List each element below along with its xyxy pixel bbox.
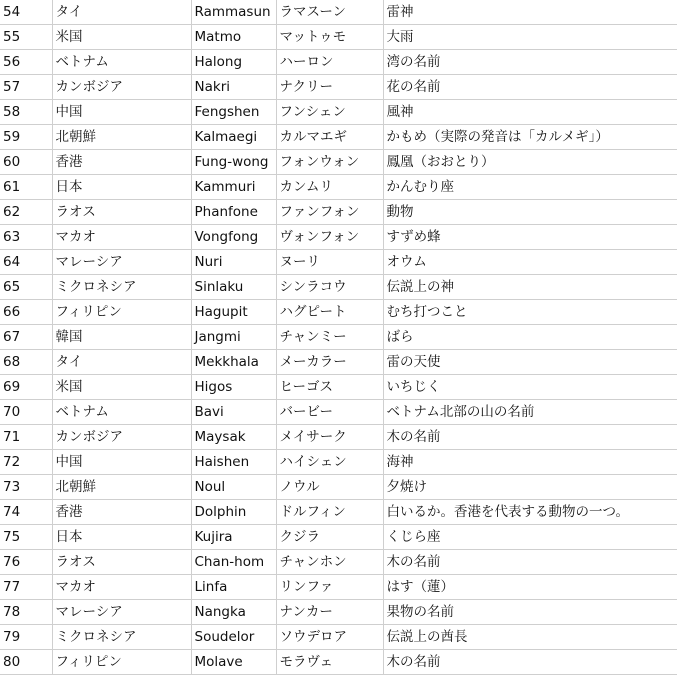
katakana-name-cell: ハグピート (276, 300, 383, 325)
table-row (0, 275, 677, 300)
katakana-name-cell: フォンウォン (276, 150, 383, 175)
katakana-name-cell: モラヴェ (276, 650, 383, 675)
row-number-cell: 79 (0, 625, 52, 650)
table-row (0, 500, 677, 525)
meaning-cell: いちじく (383, 375, 677, 400)
typhoon-name-cell: Matmo (191, 25, 276, 50)
meaning-cell: 動物 (383, 200, 677, 225)
table-row (0, 150, 677, 175)
table-row (0, 0, 677, 25)
row-number-cell: 64 (0, 250, 52, 275)
row-number-cell: 63 (0, 225, 52, 250)
table-row (0, 225, 677, 250)
katakana-name-cell: チャンホン (276, 550, 383, 575)
katakana-name-cell: ソウデロア (276, 625, 383, 650)
typhoon-name-cell: Nuri (191, 250, 276, 275)
typhoon-name-cell: Molave (191, 650, 276, 675)
table-row (0, 375, 677, 400)
row-number-cell: 72 (0, 450, 52, 475)
typhoon-name-cell: Vongfong (191, 225, 276, 250)
meaning-cell: ベトナム北部の山の名前 (383, 400, 677, 425)
katakana-name-cell: シンラコウ (276, 275, 383, 300)
meaning-cell: 伝説上の神 (383, 275, 677, 300)
typhoon-name-cell: Hagupit (191, 300, 276, 325)
typhoon-name-cell: Fung-wong (191, 150, 276, 175)
row-number-cell: 71 (0, 425, 52, 450)
row-number-cell: 58 (0, 100, 52, 125)
meaning-cell: くじら座 (383, 525, 677, 550)
row-number-cell: 80 (0, 650, 52, 675)
row-number-cell: 77 (0, 575, 52, 600)
typhoon-name-cell: Noul (191, 475, 276, 500)
katakana-name-cell: カルマエギ (276, 125, 383, 150)
country-cell: ラオス (52, 550, 191, 575)
meaning-cell: 風神 (383, 100, 677, 125)
katakana-name-cell: ナクリー (276, 75, 383, 100)
meaning-cell: すずめ蜂 (383, 225, 677, 250)
country-cell: マカオ (52, 575, 191, 600)
country-cell: 米国 (52, 25, 191, 50)
typhoon-name-cell: Kammuri (191, 175, 276, 200)
typhoon-name-cell: Nakri (191, 75, 276, 100)
country-cell: マレーシア (52, 250, 191, 275)
row-number-cell: 66 (0, 300, 52, 325)
typhoon-name-cell: Phanfone (191, 200, 276, 225)
country-cell: 日本 (52, 525, 191, 550)
row-number-cell: 75 (0, 525, 52, 550)
typhoon-name-cell: Sinlaku (191, 275, 276, 300)
meaning-cell: 大雨 (383, 25, 677, 50)
country-cell: フィリピン (52, 650, 191, 675)
katakana-name-cell: ドルフィン (276, 500, 383, 525)
country-cell: 香港 (52, 150, 191, 175)
meaning-cell: 海神 (383, 450, 677, 475)
row-number-cell: 59 (0, 125, 52, 150)
row-number-cell: 69 (0, 375, 52, 400)
katakana-name-cell: バービー (276, 400, 383, 425)
meaning-cell: 木の名前 (383, 650, 677, 675)
row-number-cell: 68 (0, 350, 52, 375)
table-row (0, 625, 677, 650)
country-cell: フィリピン (52, 300, 191, 325)
table-row (0, 400, 677, 425)
row-number-cell: 56 (0, 50, 52, 75)
country-cell: 韓国 (52, 325, 191, 350)
typhoon-name-cell: Jangmi (191, 325, 276, 350)
table-row (0, 600, 677, 625)
table-row (0, 650, 677, 675)
row-number-cell: 74 (0, 500, 52, 525)
meaning-cell: オウム (383, 250, 677, 275)
meaning-cell: 雷の天使 (383, 350, 677, 375)
katakana-name-cell: ラマスーン (276, 0, 383, 25)
meaning-cell: 鳳凰（おおとり） (383, 150, 677, 175)
meaning-cell: 湾の名前 (383, 50, 677, 75)
typhoon-name-cell: Rammasun (191, 0, 276, 25)
table-row (0, 525, 677, 550)
row-number-cell: 60 (0, 150, 52, 175)
katakana-name-cell: カンムリ (276, 175, 383, 200)
table-row (0, 450, 677, 475)
table-row (0, 250, 677, 275)
table-row (0, 100, 677, 125)
country-cell: ベトナム (52, 50, 191, 75)
katakana-name-cell: フンシェン (276, 100, 383, 125)
country-cell: マカオ (52, 225, 191, 250)
meaning-cell: かもめ（実際の発音は「カルメギ」） (383, 125, 677, 150)
country-cell: カンボジア (52, 425, 191, 450)
country-cell: タイ (52, 350, 191, 375)
row-number-cell: 78 (0, 600, 52, 625)
katakana-name-cell: チャンミー (276, 325, 383, 350)
typhoon-name-cell: Mekkhala (191, 350, 276, 375)
country-cell: 北朝鮮 (52, 475, 191, 500)
typhoon-name-cell: Nangka (191, 600, 276, 625)
table-row (0, 300, 677, 325)
meaning-cell: 木の名前 (383, 425, 677, 450)
typhoon-name-cell: Halong (191, 50, 276, 75)
country-cell: 米国 (52, 375, 191, 400)
row-number-cell: 62 (0, 200, 52, 225)
table-row (0, 125, 677, 150)
table-row (0, 575, 677, 600)
table-row (0, 75, 677, 100)
typhoon-name-cell: Chan-hom (191, 550, 276, 575)
country-cell: マレーシア (52, 600, 191, 625)
meaning-cell: かんむり座 (383, 175, 677, 200)
table-row (0, 325, 677, 350)
katakana-name-cell: ヴォンフォン (276, 225, 383, 250)
typhoon-name-cell: Soudelor (191, 625, 276, 650)
katakana-name-cell: マットゥモ (276, 25, 383, 50)
table-row (0, 175, 677, 200)
table-row (0, 200, 677, 225)
typhoon-name-cell: Linfa (191, 575, 276, 600)
katakana-name-cell: メイサーク (276, 425, 383, 450)
row-number-cell: 67 (0, 325, 52, 350)
typhoon-name-cell: Fengshen (191, 100, 276, 125)
typhoon-name-cell: Haishen (191, 450, 276, 475)
country-cell: 日本 (52, 175, 191, 200)
meaning-cell: 木の名前 (383, 550, 677, 575)
meaning-cell: ばら (383, 325, 677, 350)
row-number-cell: 54 (0, 0, 52, 25)
katakana-name-cell: リンファ (276, 575, 383, 600)
meaning-cell: 伝説上の酋長 (383, 625, 677, 650)
table-row (0, 475, 677, 500)
table-row (0, 350, 677, 375)
typhoon-name-cell: Maysak (191, 425, 276, 450)
meaning-cell: 花の名前 (383, 75, 677, 100)
katakana-name-cell: ヌーリ (276, 250, 383, 275)
meaning-cell: むち打つこと (383, 300, 677, 325)
country-cell: ミクロネシア (52, 625, 191, 650)
typhoon-name-cell: Kalmaegi (191, 125, 276, 150)
typhoon-name-cell: Kujira (191, 525, 276, 550)
row-number-cell: 73 (0, 475, 52, 500)
country-cell: ベトナム (52, 400, 191, 425)
katakana-name-cell: ハーロン (276, 50, 383, 75)
meaning-cell: はす（蓮） (383, 575, 677, 600)
row-number-cell: 61 (0, 175, 52, 200)
row-number-cell: 55 (0, 25, 52, 50)
typhoon-name-cell: Higos (191, 375, 276, 400)
table-row (0, 425, 677, 450)
country-cell: ミクロネシア (52, 275, 191, 300)
table-row (0, 550, 677, 575)
katakana-name-cell: ハイシェン (276, 450, 383, 475)
typhoon-name-cell: Dolphin (191, 500, 276, 525)
country-cell: 北朝鮮 (52, 125, 191, 150)
meaning-cell: 夕焼け (383, 475, 677, 500)
country-cell: カンボジア (52, 75, 191, 100)
meaning-cell: 雷神 (383, 0, 677, 25)
row-number-cell: 65 (0, 275, 52, 300)
katakana-name-cell: ノウル (276, 475, 383, 500)
table-row (0, 25, 677, 50)
meaning-cell: 白いるか。香港を代表する動物の一つ。 (383, 500, 677, 525)
country-cell: 香港 (52, 500, 191, 525)
typhoon-name-cell: Bavi (191, 400, 276, 425)
katakana-name-cell: ファンフォン (276, 200, 383, 225)
katakana-name-cell: ヒーゴス (276, 375, 383, 400)
meaning-cell: 果物の名前 (383, 600, 677, 625)
country-cell: 中国 (52, 450, 191, 475)
country-cell: タイ (52, 0, 191, 25)
katakana-name-cell: メーカラー (276, 350, 383, 375)
katakana-name-cell: ナンカー (276, 600, 383, 625)
katakana-name-cell: クジラ (276, 525, 383, 550)
country-cell: ラオス (52, 200, 191, 225)
row-number-cell: 70 (0, 400, 52, 425)
row-number-cell: 76 (0, 550, 52, 575)
country-cell: 中国 (52, 100, 191, 125)
row-number-cell: 57 (0, 75, 52, 100)
table-row (0, 50, 677, 75)
